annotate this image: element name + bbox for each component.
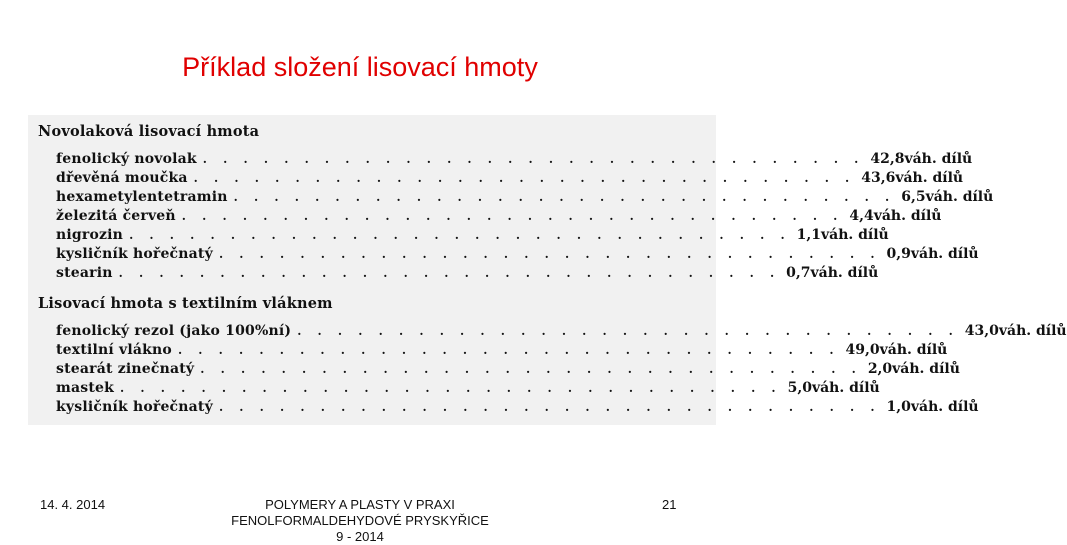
component-value: 5,0	[787, 380, 812, 396]
component-name: železitá červeň	[56, 208, 176, 224]
table-row	[56, 399, 979, 417]
leader-dots: . . . . . . . . . . . . . . . . . . . . . . . . . . . . . . . . .	[193, 171, 856, 185]
slide-title: Příklad složení lisovací hmoty	[182, 52, 538, 82]
component-unit: váh. dílů	[904, 151, 973, 167]
section-heading-novolak: Novolaková lisovací hmota	[38, 123, 260, 140]
leader-dots: . . . . . . . . . . . . . . . . . . . . . . . . . . . . . . . . .	[120, 381, 782, 395]
component-unit: váh. dílů	[820, 227, 889, 243]
table-row	[56, 246, 979, 264]
component-unit: váh. dílů	[895, 170, 964, 186]
footer-title: POLYMERY A PLASTY V PRAXI FENOLFORMALDEHYDOVÉ PRYSKYŘICE 9 - 2014	[231, 497, 489, 544]
component-unit: váh. dílů	[810, 265, 879, 281]
component-unit: váh. dílů	[910, 246, 979, 262]
component-value: 4,4	[849, 208, 874, 224]
component-unit: váh. dílů	[925, 189, 994, 205]
component-unit: váh. dílů	[998, 323, 1067, 339]
component-name: stearát zinečnatý	[56, 361, 195, 377]
table-row	[56, 265, 879, 283]
component-unit: váh. dílů	[811, 380, 880, 396]
leader-dots: . . . . . . . . . . . . . . . . . . . . . . . . . . . . . . . . .	[297, 324, 959, 338]
table-row	[56, 361, 960, 379]
component-value: 2,0	[867, 361, 893, 377]
component-name: hexametylentetramin	[56, 189, 228, 205]
page-number: 21	[662, 497, 677, 512]
component-value: 43,6	[861, 170, 896, 186]
component-name: fenolický rezol (jako 100%ní)	[56, 323, 292, 339]
table-row	[56, 208, 942, 226]
component-value: 0,9	[886, 246, 911, 262]
component-value: 1,0	[886, 399, 911, 415]
leader-dots: . . . . . . . . . . . . . . . . . . . . . . . . . . . . . . . . .	[118, 266, 781, 280]
component-name: textilní vlákno	[56, 342, 172, 358]
component-value: 1,1	[796, 227, 821, 243]
table-row	[56, 342, 948, 360]
component-value: 6,5	[901, 189, 926, 205]
component-name: nigrozin	[56, 227, 124, 243]
leader-dots: . . . . . . . . . . . . . . . . . . . . . . . . . . . . . . . . .	[200, 362, 862, 376]
leader-dots: . . . . . . . . . . . . . . . . . . . . . . . . . . . . . . . . .	[218, 247, 881, 261]
component-unit: váh. dílů	[910, 399, 979, 415]
component-name: dřevěná moučka	[56, 170, 188, 186]
table-row	[56, 380, 880, 398]
table-row	[56, 227, 889, 245]
component-unit: váh. dílů	[892, 361, 960, 377]
leader-dots: . . . . . . . . . . . . . . . . . . . . . . . . . . . . . . . . .	[129, 228, 791, 242]
table-row	[56, 323, 1067, 341]
leader-dots: . . . . . . . . . . . . . . . . . . . . . . . . . . . . . . . . .	[177, 343, 840, 357]
leader-dots: . . . . . . . . . . . . . . . . . . . . . . . . . . . . . . . . .	[181, 209, 844, 223]
footer-date: 14. 4. 2014	[40, 497, 106, 512]
component-name: kysličník hořečnatý	[56, 246, 213, 262]
leader-dots: . . . . . . . . . . . . . . . . . . . . . . . . . . . . . . . . .	[233, 190, 896, 204]
component-value: 42,8	[870, 151, 905, 167]
component-value: 43,0	[964, 323, 999, 339]
component-value: 0,7	[786, 265, 811, 281]
component-unit: váh. dílů	[879, 342, 948, 358]
component-value: 49,0	[845, 342, 880, 358]
scanned-composition-table	[28, 115, 1067, 425]
section-heading-textile: Lisovací hmota s textilním vláknem	[38, 295, 333, 312]
table-row	[56, 170, 964, 188]
component-name: fenolický novolak	[56, 151, 197, 167]
table-row	[56, 151, 973, 169]
leader-dots: . . . . . . . . . . . . . . . . . . . . . . . . . . . . . . . . .	[218, 400, 881, 414]
component-name: mastek	[56, 380, 115, 396]
component-unit: váh. dílů	[873, 208, 942, 224]
component-name: stearin	[56, 265, 113, 281]
table-row	[56, 189, 994, 207]
leader-dots: . . . . . . . . . . . . . . . . . . . . . . . . . . . . . . . . .	[202, 152, 865, 166]
component-name: kysličník hořečnatý	[56, 399, 213, 415]
